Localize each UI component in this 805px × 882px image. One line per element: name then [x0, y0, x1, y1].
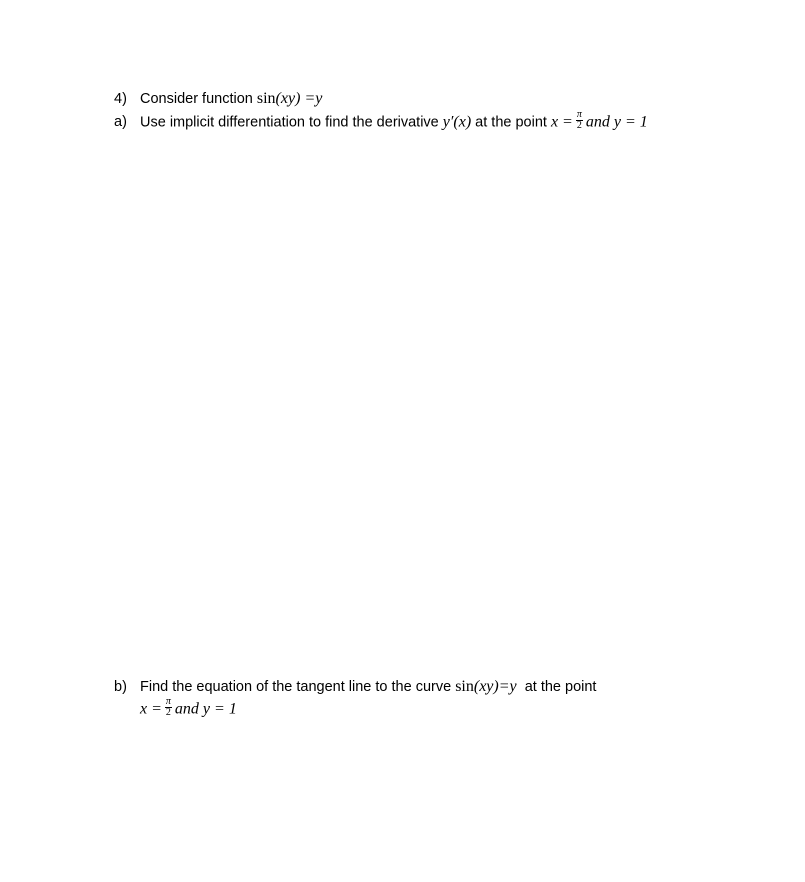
question-b-continuation: [140, 696, 237, 720]
question-b-sin: sin: [455, 678, 474, 695]
question-4-sin: sin: [256, 90, 276, 107]
question-b-text: [140, 678, 596, 696]
question-4-eq: =y: [304, 90, 323, 107]
question-4-text: [140, 90, 322, 108]
question-a-frac-den: 2: [576, 120, 582, 131]
question-b-number: b): [114, 679, 127, 695]
question-b-prompt: Find the equation of the tangent line to the curve: [140, 679, 452, 695]
question-a-fraction: [576, 111, 583, 130]
question-a-number: a): [114, 114, 127, 130]
question-4-prompt: Consider function: [140, 91, 253, 107]
question-b-fraction: [165, 698, 172, 717]
question-b-eq: =y: [498, 678, 517, 695]
question-b-arg: (xy): [473, 678, 499, 695]
question-b-x-eq: x =: [140, 700, 162, 718]
question-b-frac-num: π: [165, 696, 171, 707]
question-b-frac-den: 2: [165, 707, 171, 718]
question-a-x-eq: x =: [550, 113, 573, 131]
question-b-prompt-2: at the point: [524, 679, 597, 695]
question-a-and-y: and y = 1: [585, 113, 648, 131]
question-a-prompt: Use implicit differentiation to find the derivative: [140, 114, 439, 131]
question-4-arg: (xy): [275, 90, 301, 107]
question-a-frac-num: π: [576, 109, 582, 120]
question-a-derivative: y′(x): [442, 113, 472, 131]
question-4-number: 4): [114, 91, 127, 107]
question-b-and-y: and y = 1: [174, 700, 237, 718]
question-a-text: [140, 109, 648, 132]
question-a-prompt-2: at the point: [475, 114, 547, 131]
